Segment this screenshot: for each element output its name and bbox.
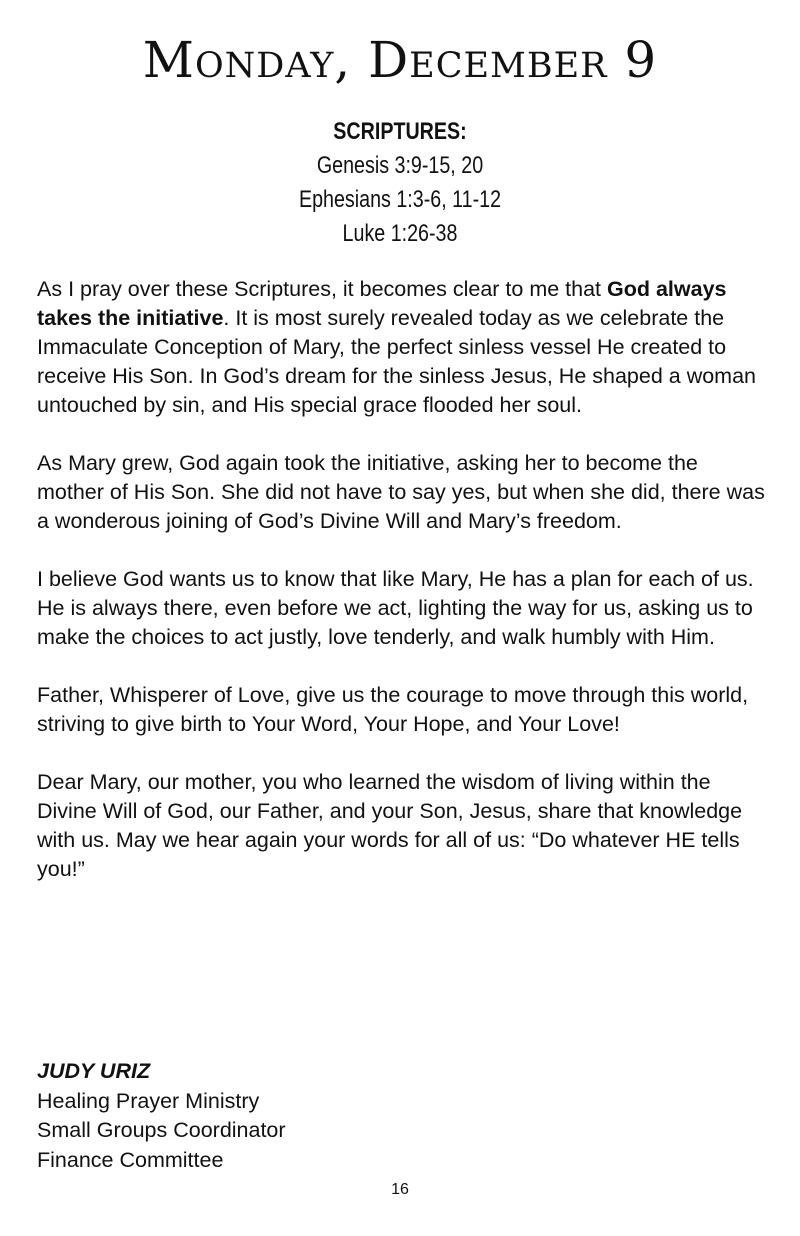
author-role: Finance Committee	[37, 1147, 224, 1172]
scripture-reading: Luke 1:26-38	[342, 220, 458, 247]
paragraph-1-emphasis: God always takes the initiative	[37, 277, 727, 330]
reflection-body	[37, 275, 767, 913]
paragraph-1-lead: As I pray over these Scriptures, it becomes clear to me that	[37, 277, 607, 301]
scriptures-heading: SCRIPTURES:	[333, 118, 467, 145]
page-number: 16	[391, 1181, 409, 1198]
paragraph-1	[37, 275, 767, 420]
page-title: Monday, December 9	[142, 31, 658, 89]
scriptures-block	[72, 115, 728, 251]
author-signature	[37, 1057, 537, 1175]
author-name: JUDY URIZ	[37, 1059, 151, 1083]
paragraph-3: I believe God wants us to know that like Mary, He has a plan for each of us. He is always there, even before we act, lighting the way for us, asking us to make the choices to act justly, love tenderly, and walk humbly with Him.	[37, 567, 754, 649]
scripture-reading: Ephesians 1:3-6, 11-12	[298, 186, 502, 213]
paragraph-1-rest: . It is most surely revealed today as we celebrate the Immaculate Conception of Mary, the perfect sinless vessel He created to receive His Son. In God’s dream for the sinless Jesus, He shaped a woman untouched by sin, and His special grace flooded her soul.	[37, 306, 757, 417]
author-role: Small Groups Coordinator	[37, 1118, 286, 1142]
author-role: Healing Prayer Ministry	[37, 1088, 260, 1113]
paragraph-5: Dear Mary, our mother, you who learned the wisdom of living within the Divine Will of God, our Father, and your Son, Jesus, share that knowledge with us. May we hear again your words for all of us: “Do whatever HE tells you!”	[37, 770, 743, 881]
scripture-reading: Genesis 3:9-15, 20	[316, 152, 484, 179]
paragraph-2: As Mary grew, God again took the initiative, asking her to become the mother of His Son. She did not have to say yes, but when she did, there was a wonderous joining of God’s Divine Will and Mary’s freedom.	[37, 451, 765, 533]
paragraph-4: Father, Whisperer of Love, give us the courage to move through this world, striving to give birth to Your Word, Your Hope, and Your Love!	[37, 683, 749, 736]
